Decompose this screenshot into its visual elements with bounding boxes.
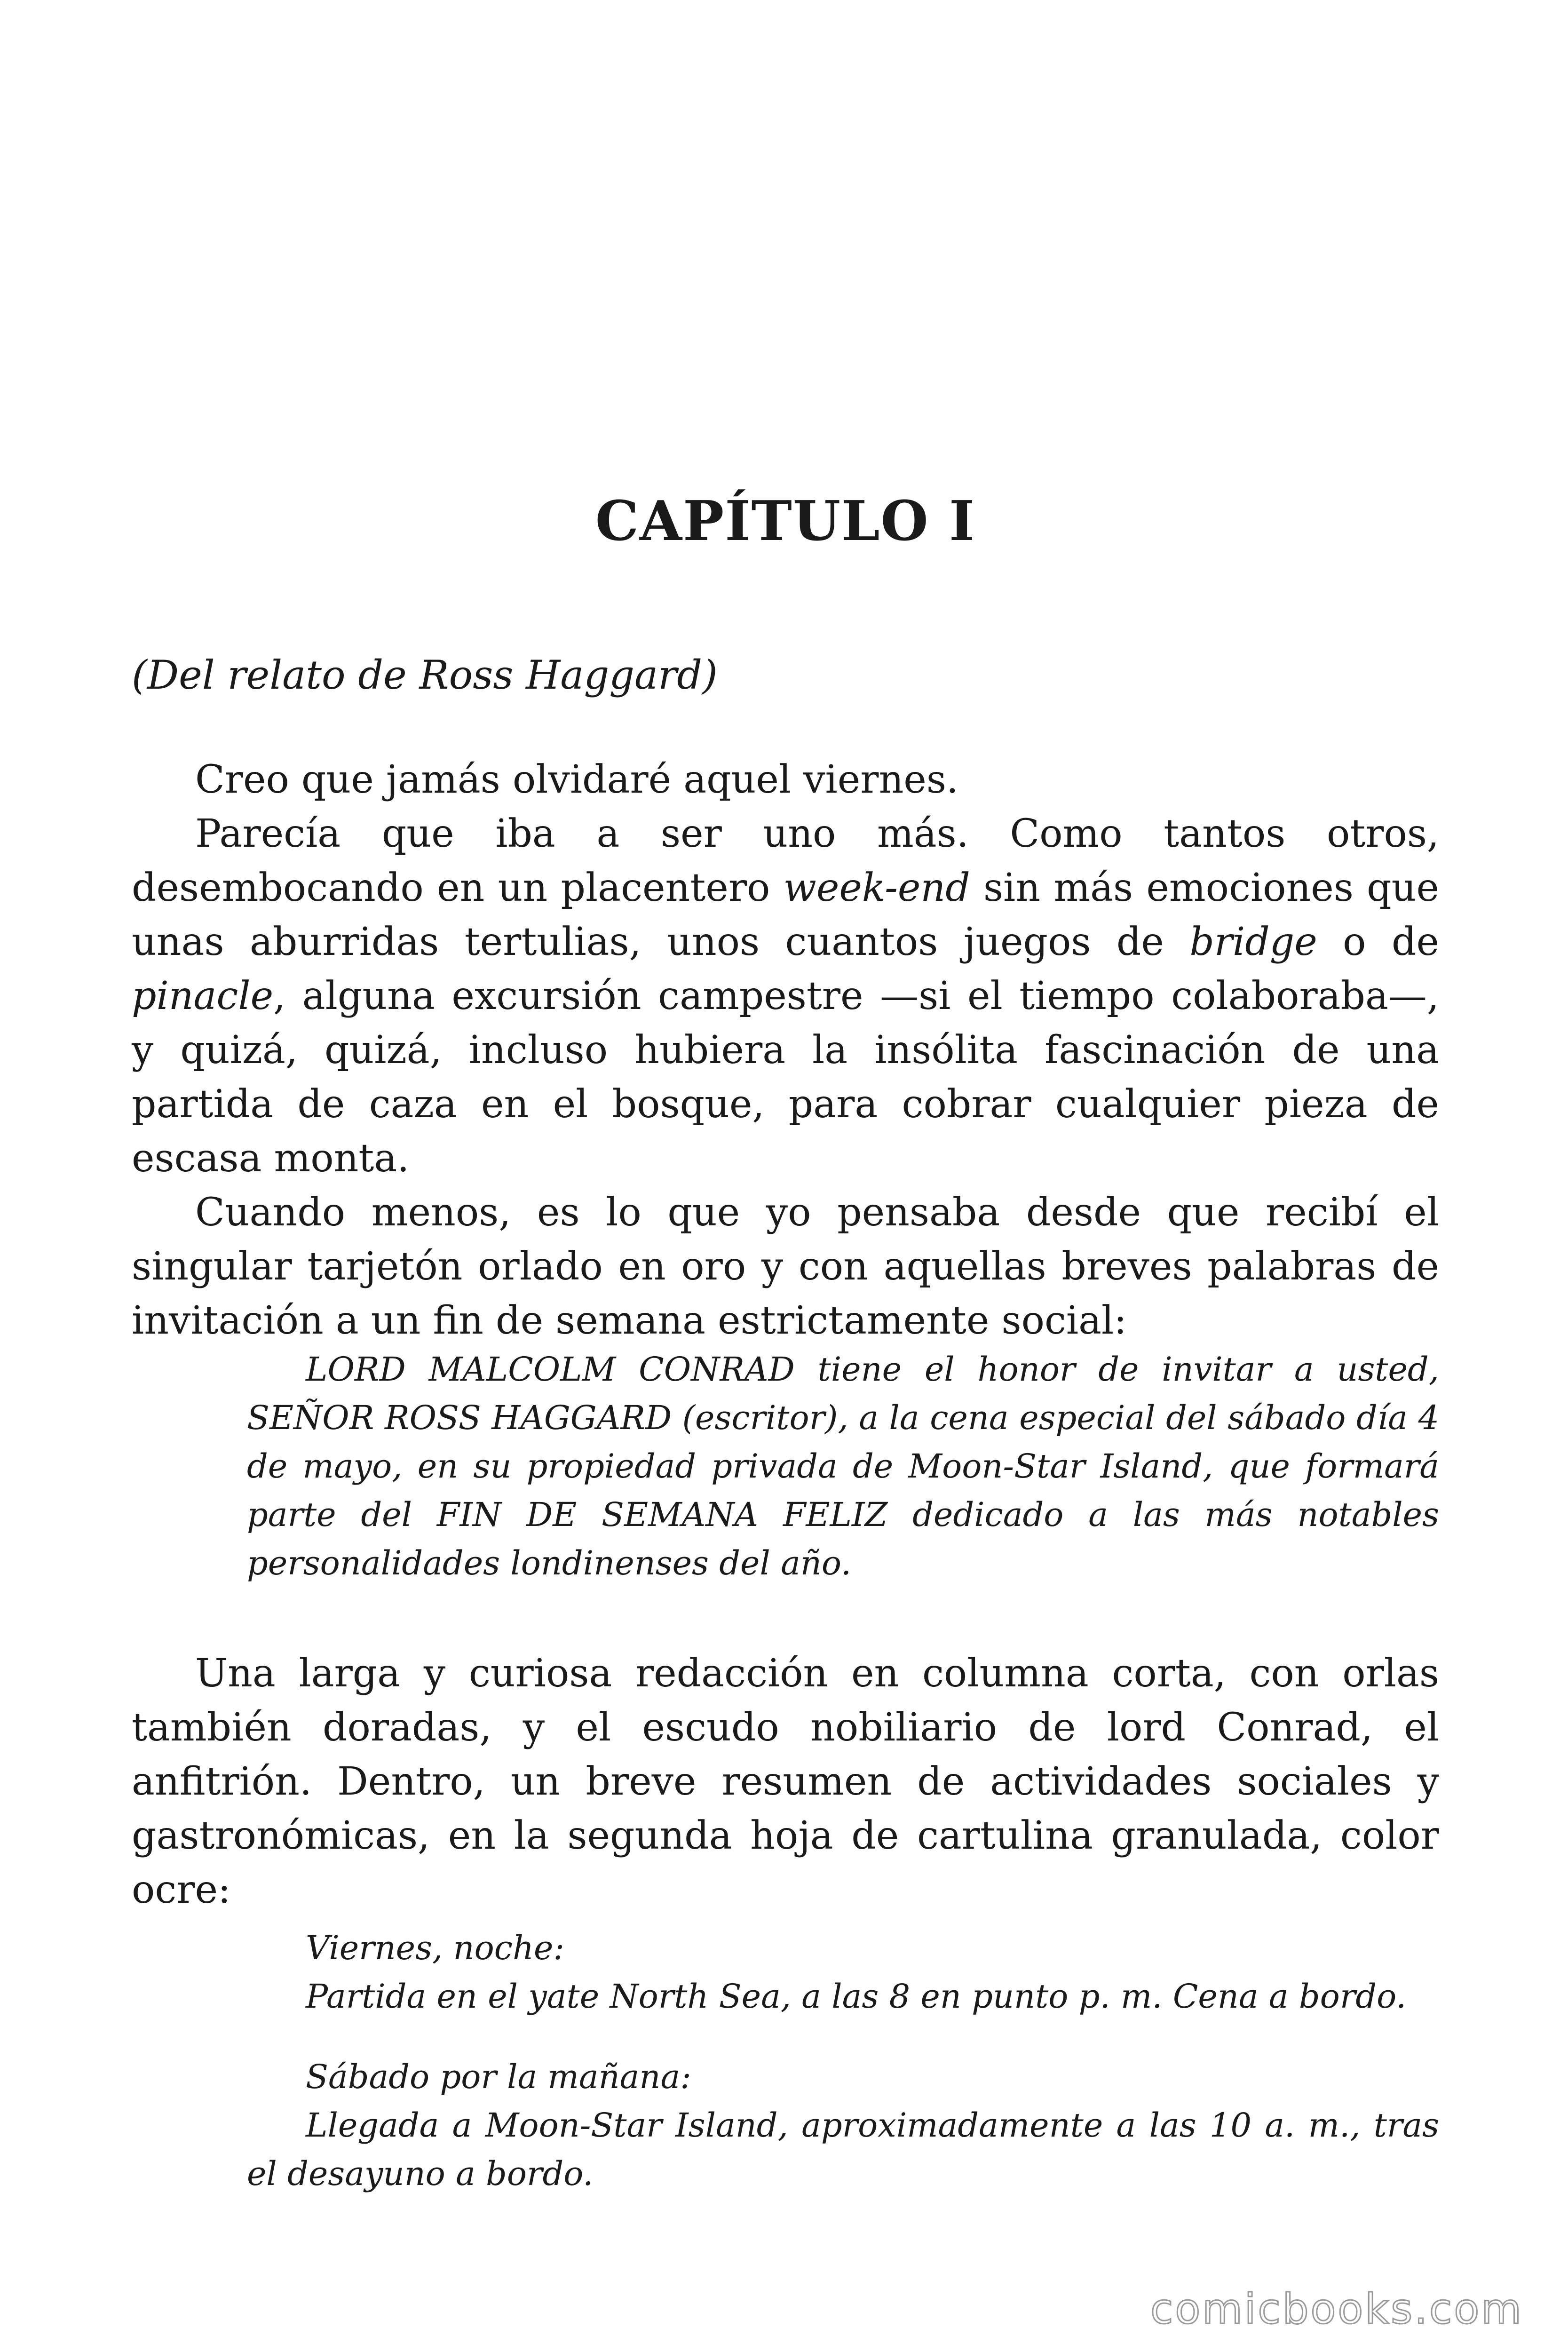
book-page bbox=[132, 0, 1439, 2352]
paragraph-1: Creo que jamás olvidaré aquel viernes. bbox=[195, 757, 958, 802]
watermark: comicbooks.com bbox=[1150, 2285, 1523, 2333]
schedule-spacer bbox=[247, 2021, 1439, 2053]
paragraph-2-part-d: , alguna excursión campestre —si el tiempo colaboraba—, y quizá, quizá, incluso hubiera la insólita fascinación de una partida de caza en el bosque, para cobrar cualquier pieza de escasa monta. bbox=[132, 974, 1439, 1181]
body-text bbox=[132, 753, 1439, 1348]
schedule-saturday-heading: Sábado por la mañana: bbox=[306, 2058, 691, 2096]
paragraph-2 bbox=[132, 807, 1439, 1185]
body-text-2 bbox=[132, 1646, 1439, 1917]
emphasis-pinacle: pinacle bbox=[132, 974, 274, 1018]
chapter-title: CAPÍTULO I bbox=[595, 489, 976, 553]
invitation-quote bbox=[247, 1345, 1439, 1588]
paragraph-2-part-a: Parecía que iba a ser uno más. Como tantos otros, desembocando en un placentero bbox=[132, 811, 1439, 910]
emphasis-bridge: bridge bbox=[1189, 920, 1317, 964]
schedule-quote bbox=[247, 1924, 1439, 2198]
invitation-text: LORD MALCOLM CONRAD tiene el honor de invitar a usted, SEÑOR ROSS HAGGARD (escritor), a la cena especial del sábado día 4 de mayo, en su propiedad privada de Moon-Star Island, que formará parte del FIN DE SEMANA FELIZ dedicado a las más notables personalidades londinenses del año. bbox=[247, 1350, 1439, 1582]
paragraph-4: Una larga y curiosa redacción en columna corta, con orlas también doradas, y el escudo nobiliario de lord Conrad, el anfitrión. Dentro, un breve resumen de actividades sociales y gastronómicas, en la segunda hoja de cartulina granulada, color ocre: bbox=[132, 1651, 1439, 1912]
emphasis-week-end: week-end bbox=[783, 866, 970, 910]
paragraph-2-part-b: sin más emociones que unas aburridas tertulias, unos cuantos juegos de bbox=[132, 866, 1439, 964]
paragraph-2-part-c: o de bbox=[1317, 920, 1439, 964]
schedule-friday-heading: Viernes, noche: bbox=[306, 1929, 565, 1967]
schedule-friday-text: Partida en el yate North Sea, a las 8 en punto p. m. Cena a bordo. bbox=[306, 1977, 1407, 2016]
paragraph-3: Cuando menos, es lo que yo pensaba desde que recibí el singular tarjetón orlado en oro y con aquellas breves palabras de invitación a un fin de semana estrictamente social: bbox=[132, 1190, 1439, 1343]
chapter-subtitle: (Del relato de Ross Haggard) bbox=[132, 652, 718, 698]
schedule-saturday-text: Llegada a Moon-Star Island, aproximadamente a las 10 a. m., tras el desayuno a bordo. bbox=[247, 2106, 1439, 2193]
